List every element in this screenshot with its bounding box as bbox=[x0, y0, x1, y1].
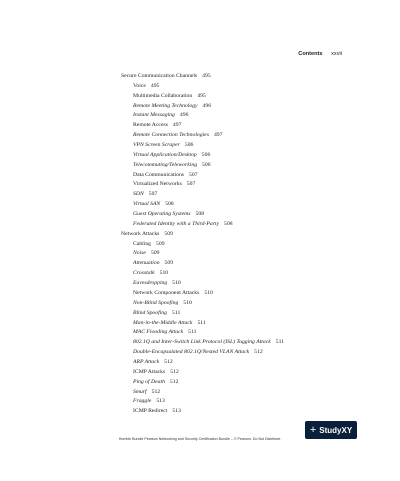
toc-entry-title: Federated Identity with a Third-Party bbox=[133, 220, 220, 227]
header-section-title: Contents bbox=[298, 51, 323, 57]
toc-entry-title: Ping of Death bbox=[133, 378, 165, 385]
toc-entry-page: 510 bbox=[159, 270, 169, 277]
toc-entry-page: 509 bbox=[164, 260, 174, 267]
toc-entry-page: 508 bbox=[165, 201, 174, 208]
toc-entry bbox=[133, 142, 193, 149]
toc-entry-title: Virtual Application/Desktop bbox=[133, 151, 197, 158]
toc-entry-title: Network Attacks bbox=[121, 230, 160, 237]
toc-entry bbox=[133, 132, 222, 139]
toc-entry bbox=[133, 93, 206, 100]
toc-entry-page: 496 bbox=[179, 112, 189, 119]
toc-entry bbox=[133, 398, 165, 405]
toc-entry bbox=[133, 181, 195, 188]
toc-entry bbox=[133, 408, 181, 415]
toc-entry bbox=[133, 379, 178, 386]
toc-entry-page: 512 bbox=[151, 388, 161, 395]
toc-entry bbox=[133, 112, 188, 119]
toc-entry bbox=[133, 280, 181, 287]
toc-entry bbox=[133, 250, 160, 257]
toc-entry bbox=[121, 231, 173, 238]
toc-entry-title: 802.1Q and Inter-Switch Link Protocol (ISL) Tagging Attack bbox=[133, 339, 271, 346]
toc-entry-title: Eavesdropping bbox=[133, 280, 168, 287]
toc-entry bbox=[133, 103, 211, 110]
toc-entry-title: Double-Encapsulated 802.1Q/Nested VLAN Attack bbox=[133, 349, 250, 356]
toc-entry-page: 507 bbox=[148, 191, 158, 198]
toc-entry-page: 513 bbox=[156, 398, 165, 405]
footer-notice: Humble Bundle Pearson Networking and Security Certification Bundle – © Pearson. Do Not Distribute. bbox=[118, 437, 282, 441]
toc-entry-title: Cabling bbox=[133, 240, 152, 247]
toc-entry bbox=[133, 329, 196, 336]
toc-entry bbox=[133, 152, 210, 159]
toc-entry-title: Remote Access bbox=[133, 122, 168, 129]
toc-entry bbox=[133, 369, 179, 376]
toc-entry-title: Remote Connection Technologies bbox=[133, 132, 209, 139]
toc-entry-title: Network Component Attacks bbox=[133, 289, 200, 296]
toc-entry-page: 497 bbox=[213, 132, 223, 139]
toc-entry-title: SDN bbox=[133, 191, 144, 198]
toc-entry bbox=[133, 389, 160, 396]
toc-entry-page: 511 bbox=[188, 329, 197, 336]
plus-icon: + bbox=[309, 423, 317, 436]
toc-entry-page: 510 bbox=[172, 280, 181, 287]
toc-entry-page: 508 bbox=[195, 211, 205, 218]
toc-entry-title: MAC Flooding Attack bbox=[133, 329, 184, 336]
toc-entry bbox=[133, 339, 284, 346]
toc-entry-title: Data Communications bbox=[133, 171, 185, 178]
toc-entry bbox=[133, 241, 165, 248]
toc-entry-page: 512 bbox=[164, 358, 173, 365]
toc-entry-title: VPN Screen Scraper bbox=[133, 142, 180, 149]
toc-entry bbox=[133, 172, 198, 179]
toc-entry bbox=[133, 300, 192, 307]
toc-entry-page: 507 bbox=[189, 171, 198, 178]
toc-entry-title: Voice bbox=[133, 82, 146, 89]
toc-entry-title: ARP Attack bbox=[133, 358, 160, 365]
toc-entry bbox=[133, 320, 206, 327]
toc-entry bbox=[133, 310, 180, 317]
toc-entry bbox=[133, 290, 213, 297]
toc-entry-page: 496 bbox=[202, 102, 212, 109]
toc-entry-page: 508 bbox=[224, 220, 233, 227]
toc-entry-title: Blind Spoofing bbox=[133, 309, 167, 316]
toc-entry-page: 512 bbox=[254, 349, 263, 356]
toc-entry-title: Guest Operating Systems bbox=[133, 211, 191, 218]
toc-entry-page: 510 bbox=[204, 289, 213, 296]
toc-entry-page: 506 bbox=[202, 161, 211, 168]
toc-entry-page: 510 bbox=[183, 299, 192, 306]
toc-entry-title: Attenuation bbox=[133, 260, 160, 267]
toc-entry bbox=[133, 221, 233, 228]
toc-entry-title: Crosstalk bbox=[133, 270, 155, 277]
toc-entry-title: Smurf bbox=[133, 388, 147, 395]
toc-entry bbox=[133, 349, 263, 356]
toc-entry-title: Fraggle bbox=[133, 398, 152, 405]
toc-entry-title: Remote Meeting Technology bbox=[133, 102, 198, 109]
header-page-number: xxvii bbox=[331, 51, 342, 57]
badge-label: StudyXY bbox=[319, 425, 353, 435]
toc-entry-page: 495 bbox=[202, 73, 211, 79]
toc-entry-title: Virtualized Networks bbox=[133, 181, 182, 188]
toc-entry bbox=[133, 122, 181, 129]
toc-entry-page: 507 bbox=[186, 181, 196, 188]
toc-entry-title: ICMP Redirect bbox=[133, 408, 168, 415]
toc-entry-title: Secure Communication Channels bbox=[121, 73, 198, 79]
running-header bbox=[298, 51, 342, 57]
toc-entry-page: 509 bbox=[164, 230, 173, 237]
toc-entry bbox=[133, 83, 159, 90]
toc-entry-title: Telecommuting/Teleworking bbox=[133, 161, 198, 168]
toc-entry-page: 513 bbox=[172, 408, 181, 415]
toc-entry-page: 506 bbox=[184, 142, 194, 149]
toc-entry-page: 497 bbox=[172, 122, 182, 129]
toc-entry-page: 511 bbox=[171, 309, 181, 316]
toc-entry-title: Non-Blind Spoofing bbox=[133, 299, 179, 306]
toc-entry-page: 511 bbox=[275, 339, 285, 346]
toc-entry-page: 512 bbox=[170, 368, 179, 375]
toc-entry bbox=[133, 162, 211, 169]
toc-entry-title: Noise bbox=[133, 250, 146, 257]
toc-entry bbox=[121, 73, 211, 80]
toc-entry-title: Instant Messaging bbox=[133, 112, 175, 119]
toc-entry-title: Virtual SAN bbox=[133, 201, 161, 208]
toc-entry-page: 506 bbox=[201, 151, 211, 158]
toc-entry-page: 512 bbox=[169, 378, 179, 385]
toc-entry-page: 509 bbox=[156, 240, 165, 247]
toc-entry bbox=[133, 270, 168, 277]
toc-entry bbox=[133, 260, 173, 267]
toc-entry-page: 511 bbox=[197, 319, 206, 326]
toc-entry bbox=[133, 201, 174, 208]
toc-entry-page: 495 bbox=[197, 92, 206, 99]
toc-entry-page: 495 bbox=[150, 82, 160, 89]
toc-entry-title: ICMP Attacks bbox=[133, 368, 166, 375]
toc-entry-page: 509 bbox=[150, 250, 160, 257]
studyxy-badge[interactable] bbox=[305, 421, 357, 439]
toc-entry bbox=[133, 359, 173, 366]
toc-entry bbox=[133, 211, 204, 218]
toc-entry-title: Multimedia Collaboration bbox=[133, 92, 193, 99]
toc-entry-title: Man-in-the-Middle Attack bbox=[133, 319, 193, 326]
toc-entry bbox=[133, 191, 157, 198]
